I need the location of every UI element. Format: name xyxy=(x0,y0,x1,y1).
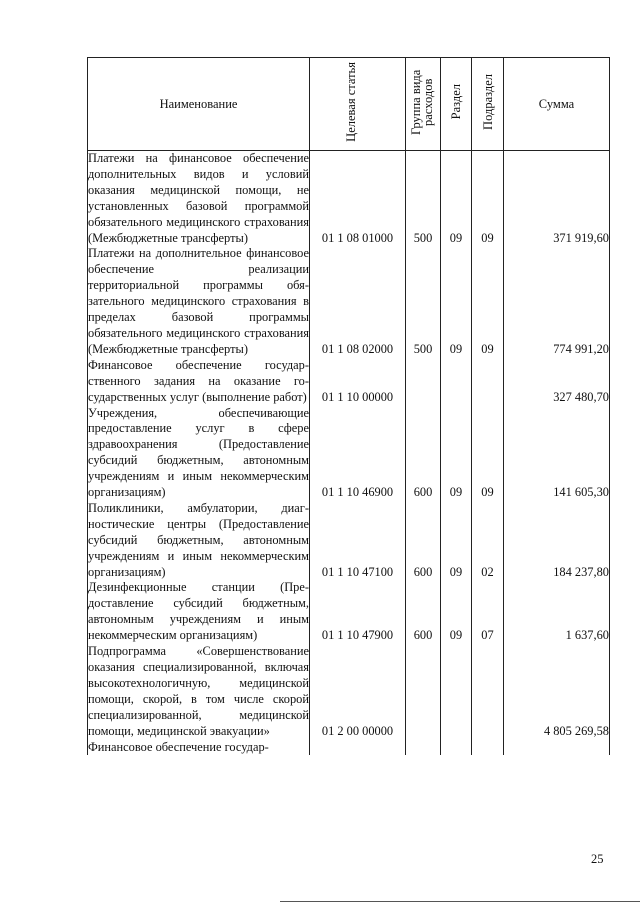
table-row xyxy=(88,151,610,247)
row-section xyxy=(441,740,472,756)
row-target-article xyxy=(310,740,406,756)
row-sum: 327 480,70 xyxy=(504,358,610,406)
row-sum: 1 637,60 xyxy=(504,580,610,644)
row-name: Финансовое обеспечение государ- xyxy=(88,740,310,756)
header-expense-group: Группа вида расходов xyxy=(406,58,441,151)
row-sum: 774 991,20 xyxy=(504,246,610,357)
row-sum: 4 805 269,58 xyxy=(504,644,610,739)
row-sum: 371 919,60 xyxy=(504,151,610,247)
row-subsection: 09 xyxy=(472,246,504,357)
row-sum: 141 605,30 xyxy=(504,406,610,501)
row-section xyxy=(441,644,472,739)
table-row xyxy=(88,246,610,357)
row-expense-group xyxy=(406,644,441,739)
row-target-article: 01 1 08 02000 xyxy=(310,246,406,357)
row-sum: 184 237,80 xyxy=(504,501,610,581)
header-sum: Сумма xyxy=(504,58,610,151)
row-name: Подпрограмма «Совершенствование оказания специализированной, включая высокотехнологичную, медицинской помощи, скорой, в том числе скорой специализированной, медицинской помощи, медицинской эвакуации» xyxy=(88,644,309,738)
row-section: 09 xyxy=(441,580,472,644)
row-target-article: 01 2 00 00000 xyxy=(310,644,406,739)
table-row xyxy=(88,580,610,644)
header-section: Раздел xyxy=(441,58,472,151)
row-expense-group: 600 xyxy=(406,406,441,501)
row-section: 09 xyxy=(441,151,472,247)
row-expense-group: 600 xyxy=(406,580,441,644)
table-header xyxy=(88,58,610,151)
row-target-article: 01 1 10 00000 xyxy=(310,358,406,406)
row-target-article: 01 1 10 47900 xyxy=(310,580,406,644)
row-name: Платежи на финансовое обеспечение дополнительных видов и условий оказания медицинской помощи, не установленных базовой программой обязательного медицинского страхования (Межбюджетные трансферты) xyxy=(88,151,309,245)
row-target-article: 01 1 08 01000 xyxy=(310,151,406,247)
row-subsection xyxy=(472,644,504,739)
row-target-article: 01 1 10 46900 xyxy=(310,406,406,501)
row-section: 09 xyxy=(441,406,472,501)
row-section: 09 xyxy=(441,246,472,357)
row-subsection: 09 xyxy=(472,151,504,247)
row-subsection xyxy=(472,740,504,756)
header-subsection: Подраздел xyxy=(472,58,504,151)
row-name: Учреждения, обеспечивающие предоставление услуг в сфере здравоохранения (Предоставление субсидий бюджетным, автономным учреждениям и иным некоммерческим организациям) xyxy=(88,405,309,500)
row-expense-group: 600 xyxy=(406,501,441,581)
row-name: Дезинфекционные станции (Предоставление субсидий бюджетным, автономным учреждениям и иным некоммерческим организациям) xyxy=(88,580,309,643)
row-subsection xyxy=(472,358,504,406)
table-row xyxy=(88,501,610,581)
row-section: 09 xyxy=(441,501,472,581)
table-row xyxy=(88,740,610,756)
table-row xyxy=(88,358,610,406)
page-number: 25 xyxy=(591,852,604,866)
row-expense-group: 500 xyxy=(406,151,441,247)
row-expense-group xyxy=(406,740,441,756)
table-row xyxy=(88,406,610,501)
row-sum xyxy=(504,740,610,756)
row-expense-group: 500 xyxy=(406,246,441,357)
row-name: Платежи на дополнительное финансовое обеспечение реализации территориальной программы обязательного медицинского страхования в пределах базовой программы обязательного медицинского страхования (Межбюджетные трансферты) xyxy=(88,246,309,356)
row-name: Финансовое обеспечение государственного задания на оказание государственных услуг (выполнение работ) xyxy=(88,357,309,404)
table-row xyxy=(88,644,610,739)
row-expense-group xyxy=(406,358,441,406)
header-name: Наименование xyxy=(88,58,310,151)
row-target-article: 01 1 10 47100 xyxy=(310,501,406,581)
budget-table xyxy=(87,57,610,755)
row-subsection: 02 xyxy=(472,501,504,581)
row-name: Поликлиники, амбулатории, диагностические центры (Предоставление субсидий бюджетным, автономным учреждениям и иным некоммерческим организациям) xyxy=(88,500,309,579)
header-target-article: Целевая статья xyxy=(310,58,406,151)
row-section xyxy=(441,358,472,406)
row-subsection: 09 xyxy=(472,406,504,501)
row-subsection: 07 xyxy=(472,580,504,644)
footer-divider xyxy=(280,901,640,902)
